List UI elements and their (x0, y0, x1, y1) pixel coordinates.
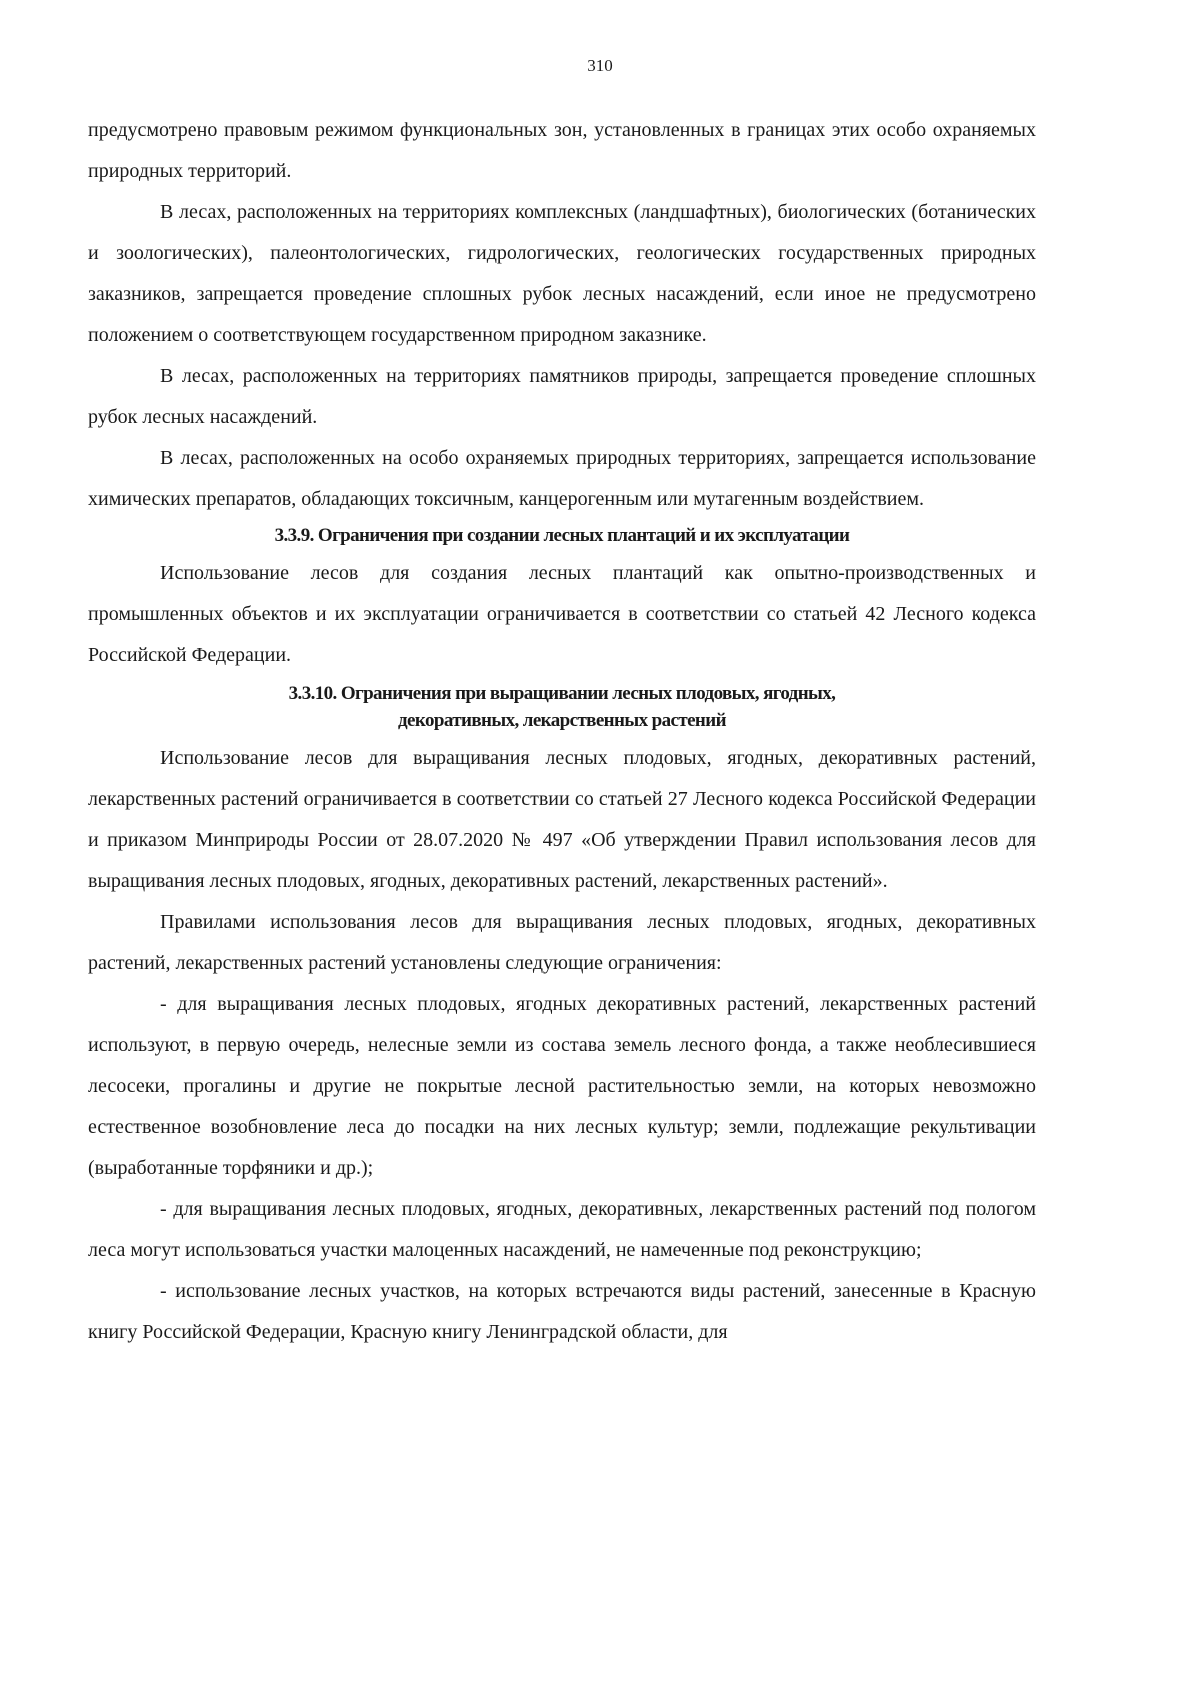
paragraph-rules-intro: Правилами использования лесов для выращивания лесных плодовых, ягодных, декоративных растений, лекарственных растений установлены следующие ограничения: (88, 911, 1036, 974)
section-heading-line: 3.3.9. Ограничения при создании лесных плантаций и их эксплуатации (274, 525, 850, 546)
list-item-nonforest-lands: - для выращивания лесных плодовых, ягодных декоративных растений, лекарственных растений используют, в первую очередь, нелесные земли из состава земель лесного фонда, а также необлесившиеся лесосеки, прогалины и другие не покрытые лесной растительностью земли, на которых невозможно естественное возобновление леса до посадки на них лесных культур; земли, подлежащие рекультивации (выработанные торфяники и др.); (88, 993, 1036, 1179)
paragraph-chemicals: В лесах, расположенных на особо охраняемых природных территориях, запрещается использование химических препаратов, обладающих токсичным, канцерогенным или мутагенным воздействием. (88, 447, 1036, 510)
section-heading-3-3-9 (88, 522, 1036, 549)
paragraph-nature-monuments: В лесах, расположенных на территориях памятников природы, запрещается проведение сплошных рубок лесных насаждений. (88, 365, 1036, 428)
paragraph-reserves: В лесах, расположенных на территориях комплексных (ландшафтных), биологических (ботанических и зоологических), палеонтологических, гидрологических, геологических государственных природных заказников, запрещается проведение сплошных рубок лесных насаждений, если иное не предусмотрено положением о соответствующем государственном природном заказнике. (88, 201, 1036, 346)
list-item-under-canopy: - для выращивания лесных плодовых, ягодных, декоративных, лекарственных растений под пологом леса могут использоваться участки малоценных насаждений, не намеченные под реконструкцию; (88, 1198, 1036, 1261)
paragraph-cultivation-law: Использование лесов для выращивания лесных плодовых, ягодных, декоративных растений, лекарственных растений ограничивается в соответствии со статьей 27 Лесного кодекса Российской Федерации и приказом Минприроды России от 28.07.2020 № 497 «Об утверждении Правил использования лесов для выращивания лесных плодовых, ягодных, декоративных растений, лекарственных растений». (88, 747, 1036, 892)
paragraph-zones-continuation: предусмотрено правовым режимом функциональных зон, установленных в границах этих особо охраняемых природных территорий. (88, 119, 1036, 182)
section-heading-3-3-10 (88, 680, 1036, 734)
paragraph-plantations: Использование лесов для создания лесных плантаций как опытно-производственных и промышленных объектов и их эксплуатации ограничивается в соответствии со статьей 42 Лесного кодекса Российской Федерации. (88, 562, 1036, 666)
section-heading-line: 3.3.10. Ограничения при выращивании лесных плодовых, ягодных, (288, 683, 836, 704)
list-item-red-book: - использование лесных участков, на которых встречаются виды растений, занесенные в Красную книгу Российской Федерации, Красную книгу Ленинградской области, для (88, 1280, 1036, 1343)
document-body (88, 110, 1036, 1353)
section-heading-line: декоративных, лекарственных растений (398, 710, 726, 731)
page-number: 310 (587, 56, 613, 75)
